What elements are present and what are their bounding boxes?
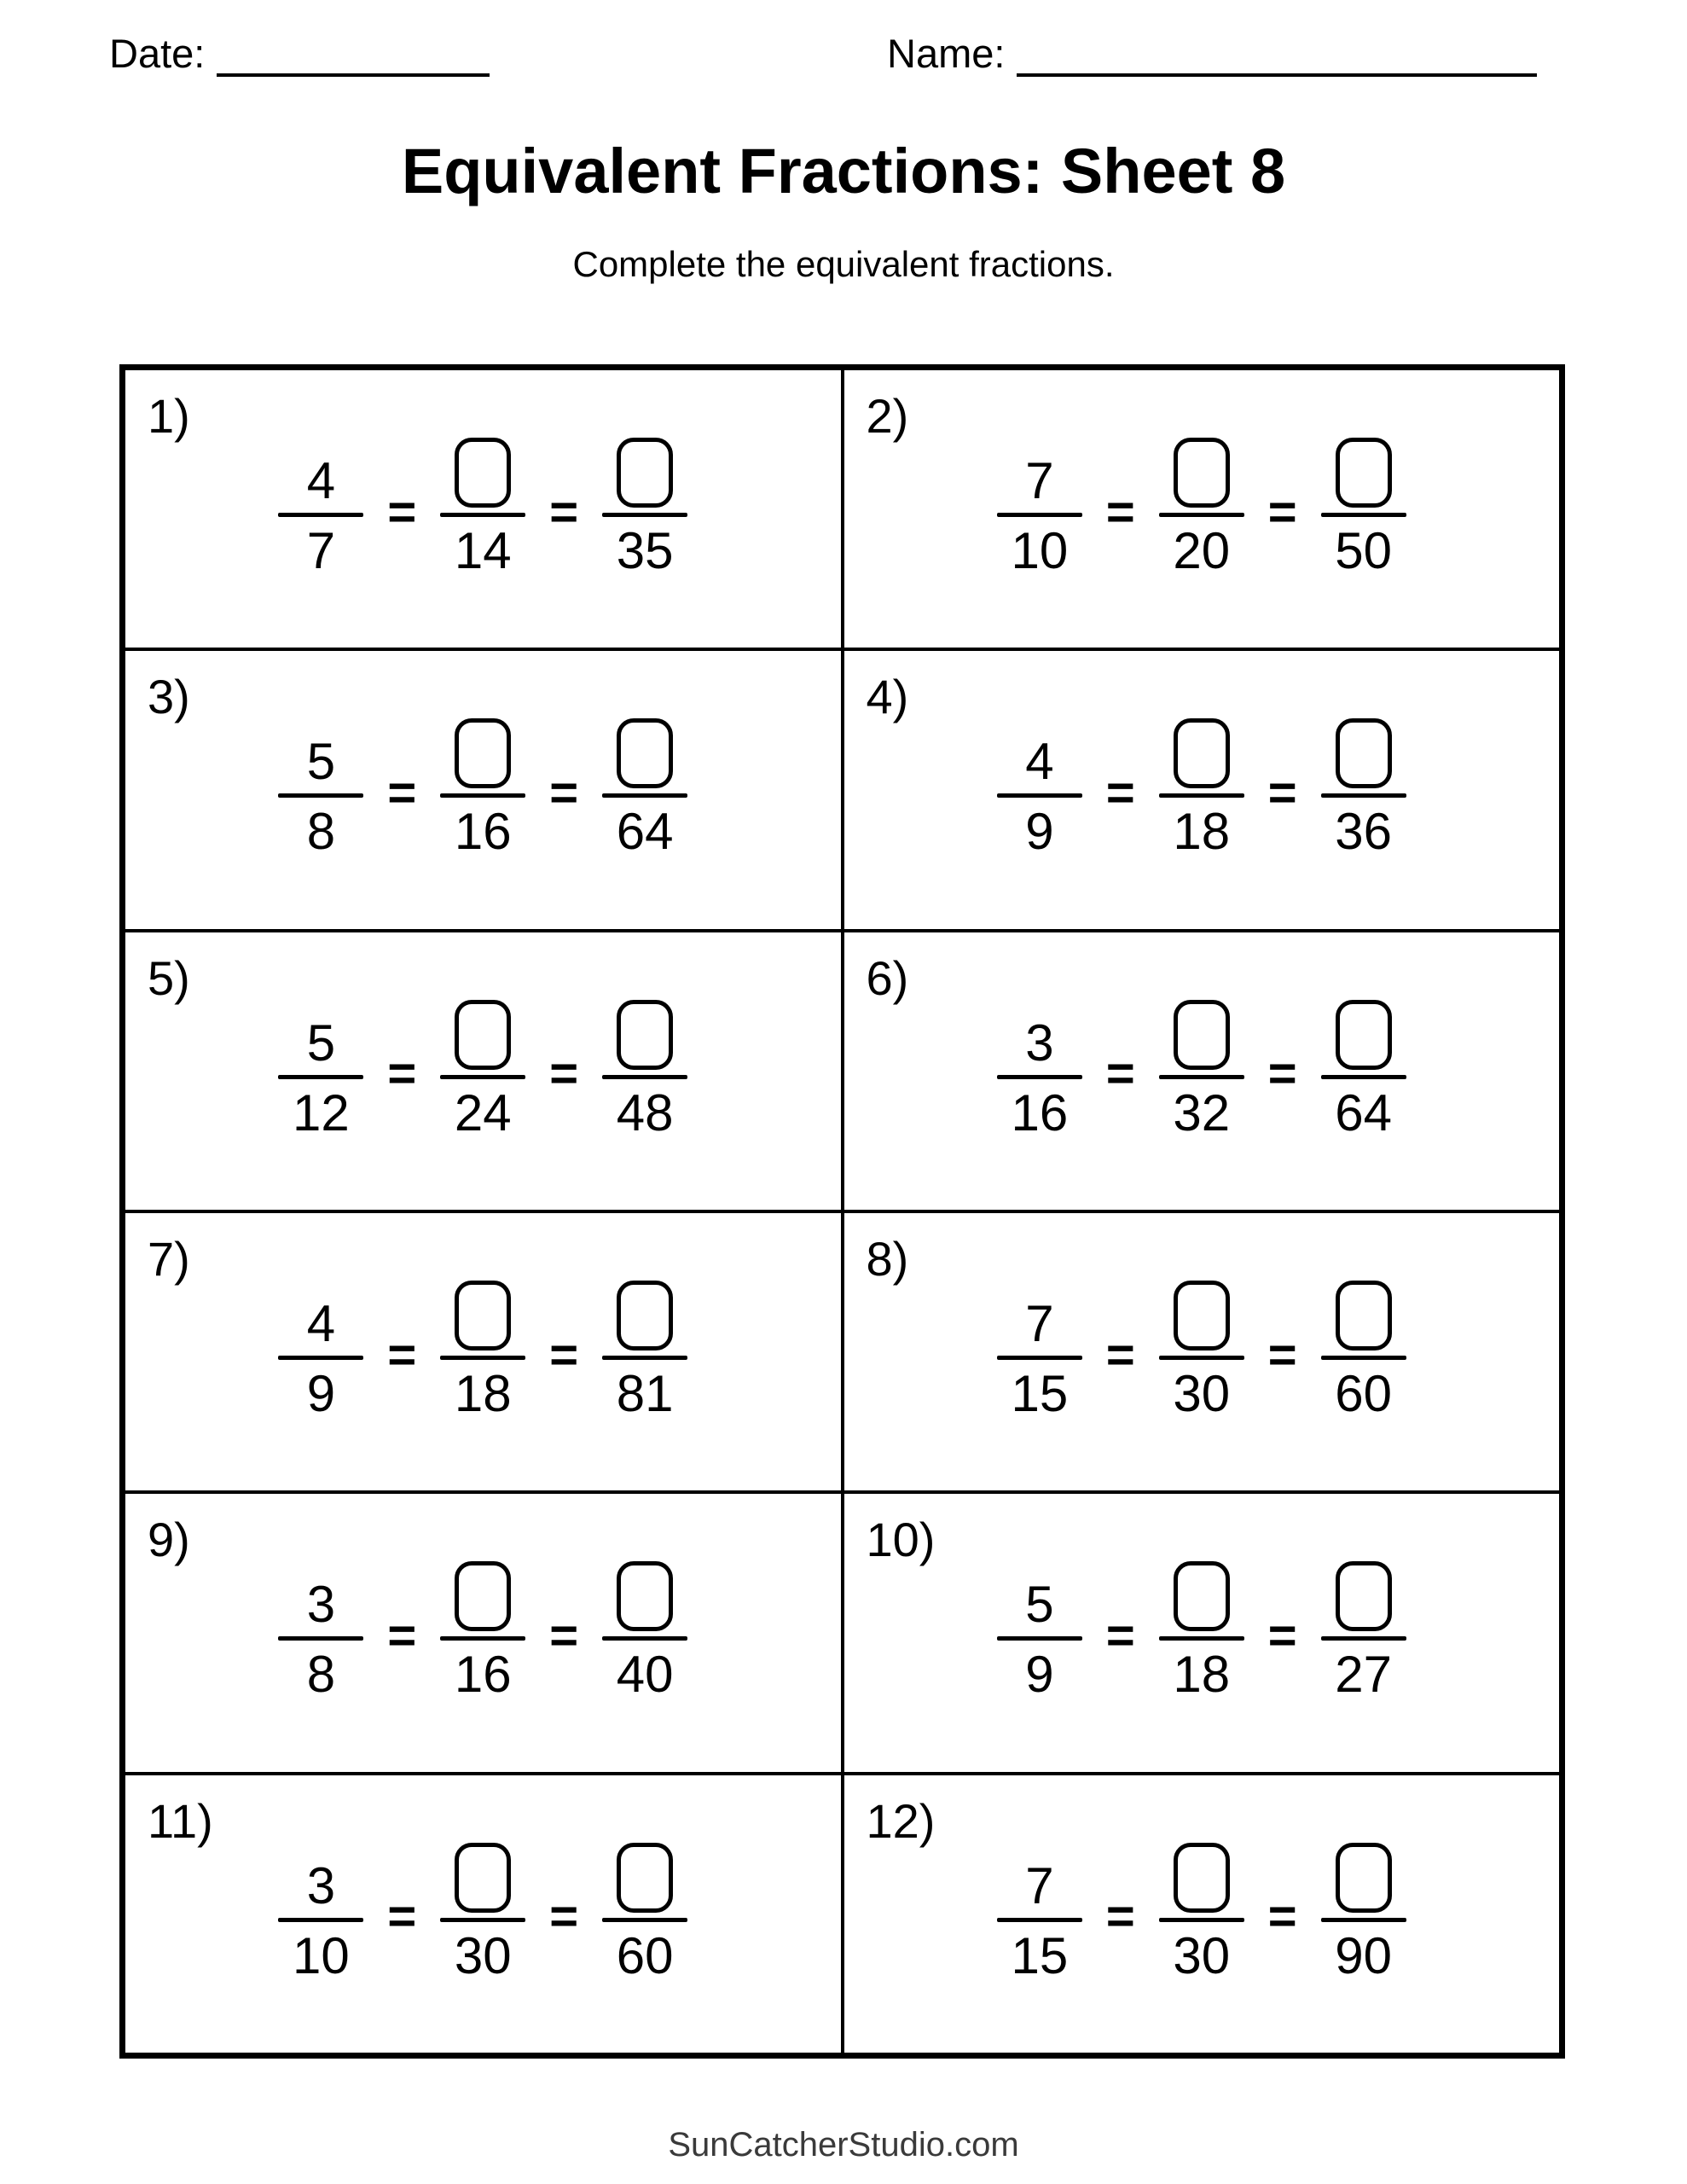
answer-denominator-2: 64 bbox=[616, 803, 674, 861]
given-fraction bbox=[997, 431, 1082, 599]
problem-equation bbox=[997, 1836, 1406, 2004]
problem-cell bbox=[125, 370, 841, 648]
given-numerator: 5 bbox=[1025, 1576, 1054, 1634]
equals-sign: = bbox=[549, 1327, 579, 1383]
answer-denominator-2: 36 bbox=[1335, 803, 1392, 861]
answer-fraction-1 bbox=[1159, 431, 1244, 599]
problem-equation bbox=[278, 1554, 687, 1722]
answer-box-2[interactable] bbox=[617, 438, 673, 508]
given-denominator: 15 bbox=[1011, 1365, 1069, 1423]
equals-sign: = bbox=[1105, 1889, 1135, 1945]
date-blank-line[interactable] bbox=[217, 31, 490, 77]
given-fraction bbox=[997, 993, 1082, 1161]
answer-denominator-1: 16 bbox=[454, 803, 512, 861]
answer-fraction-2 bbox=[1321, 1274, 1406, 1442]
answer-denominator-1: 30 bbox=[1173, 1365, 1231, 1423]
answer-box-2[interactable] bbox=[1336, 438, 1392, 508]
equals-sign: = bbox=[549, 484, 579, 540]
given-fraction bbox=[278, 993, 363, 1161]
equals-sign: = bbox=[549, 1889, 579, 1945]
problem-cell bbox=[844, 1494, 1560, 1771]
problem-cell bbox=[844, 1775, 1560, 2053]
given-denominator: 10 bbox=[293, 1926, 350, 1984]
date-label: Date: bbox=[109, 31, 206, 76]
equals-sign: = bbox=[549, 1607, 579, 1664]
problem-cell bbox=[125, 651, 841, 928]
answer-box-1[interactable] bbox=[455, 438, 511, 508]
answer-fraction-2 bbox=[1321, 431, 1406, 599]
given-numerator: 7 bbox=[1025, 451, 1054, 509]
given-denominator: 9 bbox=[306, 1365, 336, 1423]
given-numerator: 4 bbox=[306, 1294, 336, 1352]
answer-denominator-2: 81 bbox=[616, 1365, 674, 1423]
answer-denominator-2: 64 bbox=[1335, 1083, 1392, 1141]
answer-fraction-1 bbox=[440, 1836, 525, 2004]
equals-sign: = bbox=[387, 1327, 417, 1383]
problem-cell bbox=[125, 932, 841, 1210]
problem-cell bbox=[844, 651, 1560, 928]
answer-box-1[interactable] bbox=[455, 1561, 511, 1631]
answer-fraction-1 bbox=[440, 1554, 525, 1722]
answer-denominator-2: 48 bbox=[616, 1083, 674, 1141]
answer-fraction-1 bbox=[1159, 1274, 1244, 1442]
equals-sign: = bbox=[1105, 1327, 1135, 1383]
answer-box-2[interactable] bbox=[617, 1843, 673, 1913]
problem-equation bbox=[997, 993, 1406, 1161]
given-denominator: 12 bbox=[293, 1083, 350, 1141]
answer-fraction-2 bbox=[602, 431, 687, 599]
given-fraction bbox=[278, 712, 363, 880]
given-numerator: 3 bbox=[306, 1856, 336, 1914]
answer-box-2[interactable] bbox=[617, 718, 673, 788]
answer-denominator-1: 18 bbox=[1173, 803, 1231, 861]
answer-denominator-2: 40 bbox=[616, 1646, 674, 1704]
given-numerator: 3 bbox=[306, 1576, 336, 1634]
given-denominator: 9 bbox=[1025, 803, 1054, 861]
given-fraction bbox=[997, 712, 1082, 880]
answer-fraction-2 bbox=[1321, 712, 1406, 880]
given-denominator: 8 bbox=[306, 1646, 336, 1704]
answer-box-2[interactable] bbox=[1336, 1843, 1392, 1913]
problem-number: 2) bbox=[866, 389, 909, 443]
problem-equation bbox=[997, 1554, 1406, 1722]
problem-equation bbox=[278, 431, 687, 599]
problem-cell bbox=[125, 1775, 841, 2053]
given-denominator: 15 bbox=[1011, 1926, 1069, 1984]
problem-equation bbox=[278, 712, 687, 880]
answer-box-1[interactable] bbox=[455, 1000, 511, 1070]
answer-box-2[interactable] bbox=[1336, 718, 1392, 788]
equals-sign: = bbox=[387, 764, 417, 821]
answer-box-2[interactable] bbox=[617, 1281, 673, 1350]
equals-sign: = bbox=[1267, 1889, 1297, 1945]
problem-number: 1) bbox=[148, 389, 190, 443]
answer-denominator-1: 20 bbox=[1173, 522, 1231, 580]
answer-fraction-1 bbox=[440, 431, 525, 599]
problem-number: 11) bbox=[148, 1793, 213, 1848]
given-denominator: 10 bbox=[1011, 522, 1069, 580]
problem-number: 6) bbox=[866, 950, 909, 1005]
problem-cell bbox=[125, 1494, 841, 1771]
problem-equation bbox=[997, 431, 1406, 599]
problem-cell bbox=[844, 932, 1560, 1210]
given-fraction bbox=[997, 1554, 1082, 1722]
answer-fraction-1 bbox=[440, 1274, 525, 1442]
date-field bbox=[109, 31, 490, 77]
answer-box-1[interactable] bbox=[1174, 1561, 1230, 1631]
page-title: Equivalent Fractions: Sheet 8 bbox=[401, 136, 1286, 206]
answer-box-1[interactable] bbox=[1174, 1000, 1230, 1070]
equals-sign: = bbox=[387, 484, 417, 540]
equals-sign: = bbox=[1267, 1607, 1297, 1664]
problem-equation bbox=[278, 1274, 687, 1442]
answer-denominator-2: 90 bbox=[1335, 1926, 1392, 1984]
answer-denominator-2: 60 bbox=[1335, 1365, 1392, 1423]
answer-fraction-2 bbox=[1321, 993, 1406, 1161]
problem-equation bbox=[278, 993, 687, 1161]
answer-fraction-1 bbox=[1159, 993, 1244, 1161]
name-field bbox=[887, 31, 1537, 77]
page-subtitle: Complete the equivalent fractions. bbox=[572, 244, 1115, 284]
given-denominator: 8 bbox=[306, 803, 336, 861]
answer-denominator-2: 60 bbox=[616, 1926, 674, 1984]
problem-number: 8) bbox=[866, 1232, 909, 1286]
given-numerator: 5 bbox=[306, 1014, 336, 1072]
given-numerator: 7 bbox=[1025, 1294, 1054, 1352]
given-denominator: 9 bbox=[1025, 1646, 1054, 1704]
problem-number: 5) bbox=[148, 950, 190, 1005]
answer-box-2[interactable] bbox=[1336, 1561, 1392, 1631]
answer-fraction-2 bbox=[602, 712, 687, 880]
equals-sign: = bbox=[1267, 1327, 1297, 1383]
given-denominator: 16 bbox=[1011, 1083, 1069, 1141]
problem-equation bbox=[997, 1274, 1406, 1442]
equals-sign: = bbox=[1105, 484, 1135, 540]
footer-site-text: SunCatcherStudio.com bbox=[668, 2126, 1019, 2164]
problem-number: 7) bbox=[148, 1232, 190, 1286]
given-numerator: 3 bbox=[1025, 1014, 1054, 1072]
given-fraction bbox=[278, 1554, 363, 1722]
answer-fraction-1 bbox=[1159, 1554, 1244, 1722]
problem-number: 12) bbox=[866, 1793, 936, 1848]
answer-box-1[interactable] bbox=[455, 1281, 511, 1350]
answer-box-2[interactable] bbox=[1336, 1000, 1392, 1070]
problem-cell bbox=[844, 370, 1560, 648]
answer-box-1[interactable] bbox=[1174, 1843, 1230, 1913]
problem-cell bbox=[125, 1213, 841, 1490]
answer-fraction-1 bbox=[440, 993, 525, 1161]
answer-denominator-1: 32 bbox=[1173, 1083, 1231, 1141]
answer-fraction-2 bbox=[1321, 1836, 1406, 2004]
equals-sign: = bbox=[1267, 1046, 1297, 1102]
answer-fraction-2 bbox=[602, 1836, 687, 2004]
answer-denominator-1: 14 bbox=[454, 522, 512, 580]
equals-sign: = bbox=[387, 1607, 417, 1664]
answer-denominator-1: 16 bbox=[454, 1646, 512, 1704]
problem-number: 9) bbox=[148, 1513, 190, 1567]
answer-fraction-1 bbox=[1159, 1836, 1244, 2004]
answer-denominator-1: 30 bbox=[1173, 1926, 1231, 1984]
given-fraction bbox=[278, 1836, 363, 2004]
equals-sign: = bbox=[387, 1889, 417, 1945]
answer-fraction-2 bbox=[1321, 1554, 1406, 1722]
name-blank-line[interactable] bbox=[1017, 31, 1537, 77]
answer-denominator-2: 35 bbox=[616, 522, 674, 580]
problems-grid bbox=[119, 364, 1565, 2059]
equals-sign: = bbox=[387, 1046, 417, 1102]
given-numerator: 4 bbox=[1025, 733, 1054, 791]
answer-denominator-1: 18 bbox=[1173, 1646, 1231, 1704]
answer-denominator-2: 50 bbox=[1335, 522, 1392, 580]
problem-equation bbox=[997, 712, 1406, 880]
equals-sign: = bbox=[1105, 1046, 1135, 1102]
answer-box-1[interactable] bbox=[1174, 718, 1230, 788]
problem-number: 3) bbox=[148, 670, 190, 724]
problem-cell bbox=[844, 1213, 1560, 1490]
answer-fraction-2 bbox=[602, 1554, 687, 1722]
equals-sign: = bbox=[549, 1046, 579, 1102]
given-fraction bbox=[997, 1836, 1082, 2004]
answer-fraction-2 bbox=[602, 1274, 687, 1442]
given-fraction bbox=[997, 1274, 1082, 1442]
answer-denominator-1: 24 bbox=[454, 1083, 512, 1141]
answer-box-1[interactable] bbox=[1174, 1281, 1230, 1350]
given-numerator: 5 bbox=[306, 733, 336, 791]
answer-box-1[interactable] bbox=[455, 1843, 511, 1913]
equals-sign: = bbox=[1267, 484, 1297, 540]
given-denominator: 7 bbox=[306, 522, 336, 580]
equals-sign: = bbox=[1105, 764, 1135, 821]
answer-box-2[interactable] bbox=[617, 1000, 673, 1070]
answer-denominator-2: 27 bbox=[1335, 1646, 1392, 1704]
equals-sign: = bbox=[549, 764, 579, 821]
answer-fraction-1 bbox=[1159, 712, 1244, 880]
name-label: Name: bbox=[887, 31, 1006, 76]
problem-number: 4) bbox=[866, 670, 909, 724]
answer-box-1[interactable] bbox=[455, 718, 511, 788]
answer-fraction-2 bbox=[602, 993, 687, 1161]
problem-equation bbox=[278, 1836, 687, 2004]
answer-denominator-1: 18 bbox=[454, 1365, 512, 1423]
answer-fraction-1 bbox=[440, 712, 525, 880]
answer-denominator-1: 30 bbox=[454, 1926, 512, 1984]
given-numerator: 4 bbox=[306, 451, 336, 509]
problem-number: 10) bbox=[866, 1513, 936, 1567]
equals-sign: = bbox=[1105, 1607, 1135, 1664]
answer-box-2[interactable] bbox=[617, 1561, 673, 1631]
given-numerator: 7 bbox=[1025, 1856, 1054, 1914]
answer-box-2[interactable] bbox=[1336, 1281, 1392, 1350]
given-fraction bbox=[278, 431, 363, 599]
answer-box-1[interactable] bbox=[1174, 438, 1230, 508]
given-fraction bbox=[278, 1274, 363, 1442]
equals-sign: = bbox=[1267, 764, 1297, 821]
